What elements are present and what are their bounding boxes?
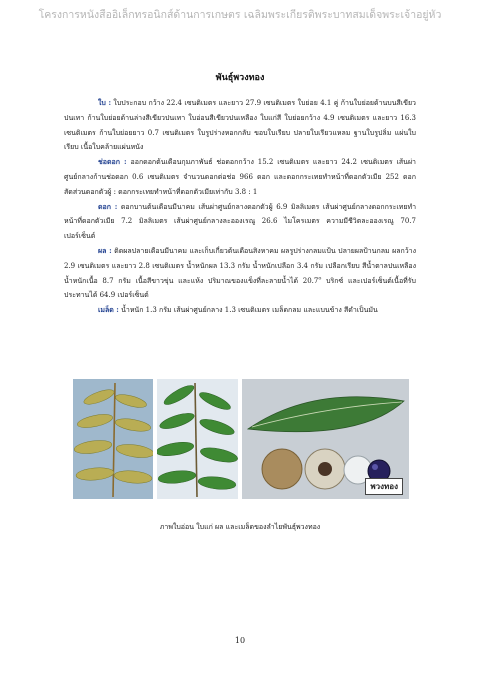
flower-paragraph <box>64 200 416 244</box>
page-title: พันธุ์พวงทอง <box>215 73 265 83</box>
fruit-paragraph <box>64 244 416 303</box>
photo-caption: ภาพใบอ่อน ใบแก่ ผล และเมล็ดของลำไยพันธุ์พวงทอง <box>159 523 321 531</box>
running-header: โครงการหนังสืออิเล็กทรอนิกส์ด้านการเกษตร เฉลิมพระเกียรติพระบาทสมเด็จพระเจ้าอยู่หัว <box>38 9 442 21</box>
inflorescence-heading: ช่อดอก : <box>98 157 127 167</box>
fruit-text: ติดผลปลายเดือนมีนาคม และเก็บเกี่ยวต้นเดือนสิงหาคม ผลรูปร่างกลมแป้น ปลายผลป้านกลม ผลกว้าง 2.9 เซนติเมตร และยาว 2.8 เซนติเมตร น้ำหนักผล 13.3 กรัม น้ำหนักเปลือก 3.4 กรัม เปลือกเรียบ สีน้ำตาลปนเหลือง น้ำหนักเนื้อ 8.7 กรัม เนื้อสีขาวขุ่น และแห้ง ปริมาณของแข็งที่ละลายน้ำได้ 20.7 <box>64 246 416 285</box>
seed-paragraph <box>64 303 416 318</box>
seed-heading: เมล็ด : <box>98 305 119 315</box>
leaf-heading: ใบ : <box>98 98 112 107</box>
fruit-heading: ผล : <box>98 245 112 255</box>
photo-variety-label: พวงทอง <box>365 478 403 495</box>
leaf-paragraph <box>64 96 416 155</box>
young-leaf-photo <box>73 379 153 499</box>
inflorescence-paragraph <box>64 155 416 199</box>
leaf-text: ใบประกอบ กว้าง 22.4 เซนติเมตร และยาว 27.9 เซนติเมตร ใบย่อย 4.1 คู่ ก้านใบย่อยด้านบนสีเขียวปนเทา ก้านใบย่อยด้านล่างสีเขียวปนเทา ใบอ่อนสีเขียวปนเหลือง ใบแก่สี ใบย่อยกว้าง 4.9 เซนติเมตร และยาว 16.3 เซนติเมตร ก้านใบย่อยยาว 0.7 เซนติเมตร ใบรูปร่างหอกกลับ ขอบใบเรียบ ปลายใบเรียวแหลม ฐานใบรูปลิ่ม แผ่นใบเรียบ เนื้อใบคล้ายแผ่นหนัง <box>64 99 416 152</box>
flower-text: ดอกบานต้นเดือนมีนาคม เส้นผ่าศูนย์กลางดอกตัวผู้ 6.9 มิลลิเมตร เส้นผ่าศูนย์กลางดอกกระเทยทำหน้าที่ดอกตัวเมีย 7.2 มิลลิเมตร เส้นผ่าศูนย์กลางละอองเรณู 26.6 ไมโครเมตร ความมีชีวิตละอองเรณู 70.7 เปอร์เซ็นต์ <box>64 202 417 241</box>
photo-strip <box>73 379 409 499</box>
fruit-seed-photo <box>242 379 409 499</box>
description-body <box>64 96 416 318</box>
seed-text: น้ำหนัก 1.3 กรัม เส้นผ่าศูนย์กลาง 1.3 เซนติเมตร เมล็ดกลม และแบนข้าง สีดำเป็นมัน <box>118 306 378 315</box>
inflorescence-text: ออกดอกต้นเดือนกุมภาพันธ์ ช่อดอกกว้าง 15.2 เซนติเมตร และยาว 24.2 เซนติเมตร เส้นผ่าศูนย์กลางก้านช่อดอก 0.6 เซนติเมตร จำนวนดอกต่อช่อ 966 ดอก และดอกกระเทยทำหน้าที่ดอกตัวเมีย 252 ดอก สัดส่วนดอกตัวผู้ : ดอกกระเทยทำหน้าที่ดอกตัวเมียเท่ากับ 3.8 : 1 <box>64 158 416 196</box>
page-number: 10 <box>234 636 246 645</box>
degree-mark: o <box>318 275 322 282</box>
mature-leaf-photo <box>157 379 238 499</box>
fruit-text-end: บริกซ์ และเปอร์เซ็นต์เนื้อที่รับประทานได้ 64.9 เปอร์เซ็นต์ <box>64 276 416 300</box>
flower-heading: ดอก : <box>98 201 118 211</box>
